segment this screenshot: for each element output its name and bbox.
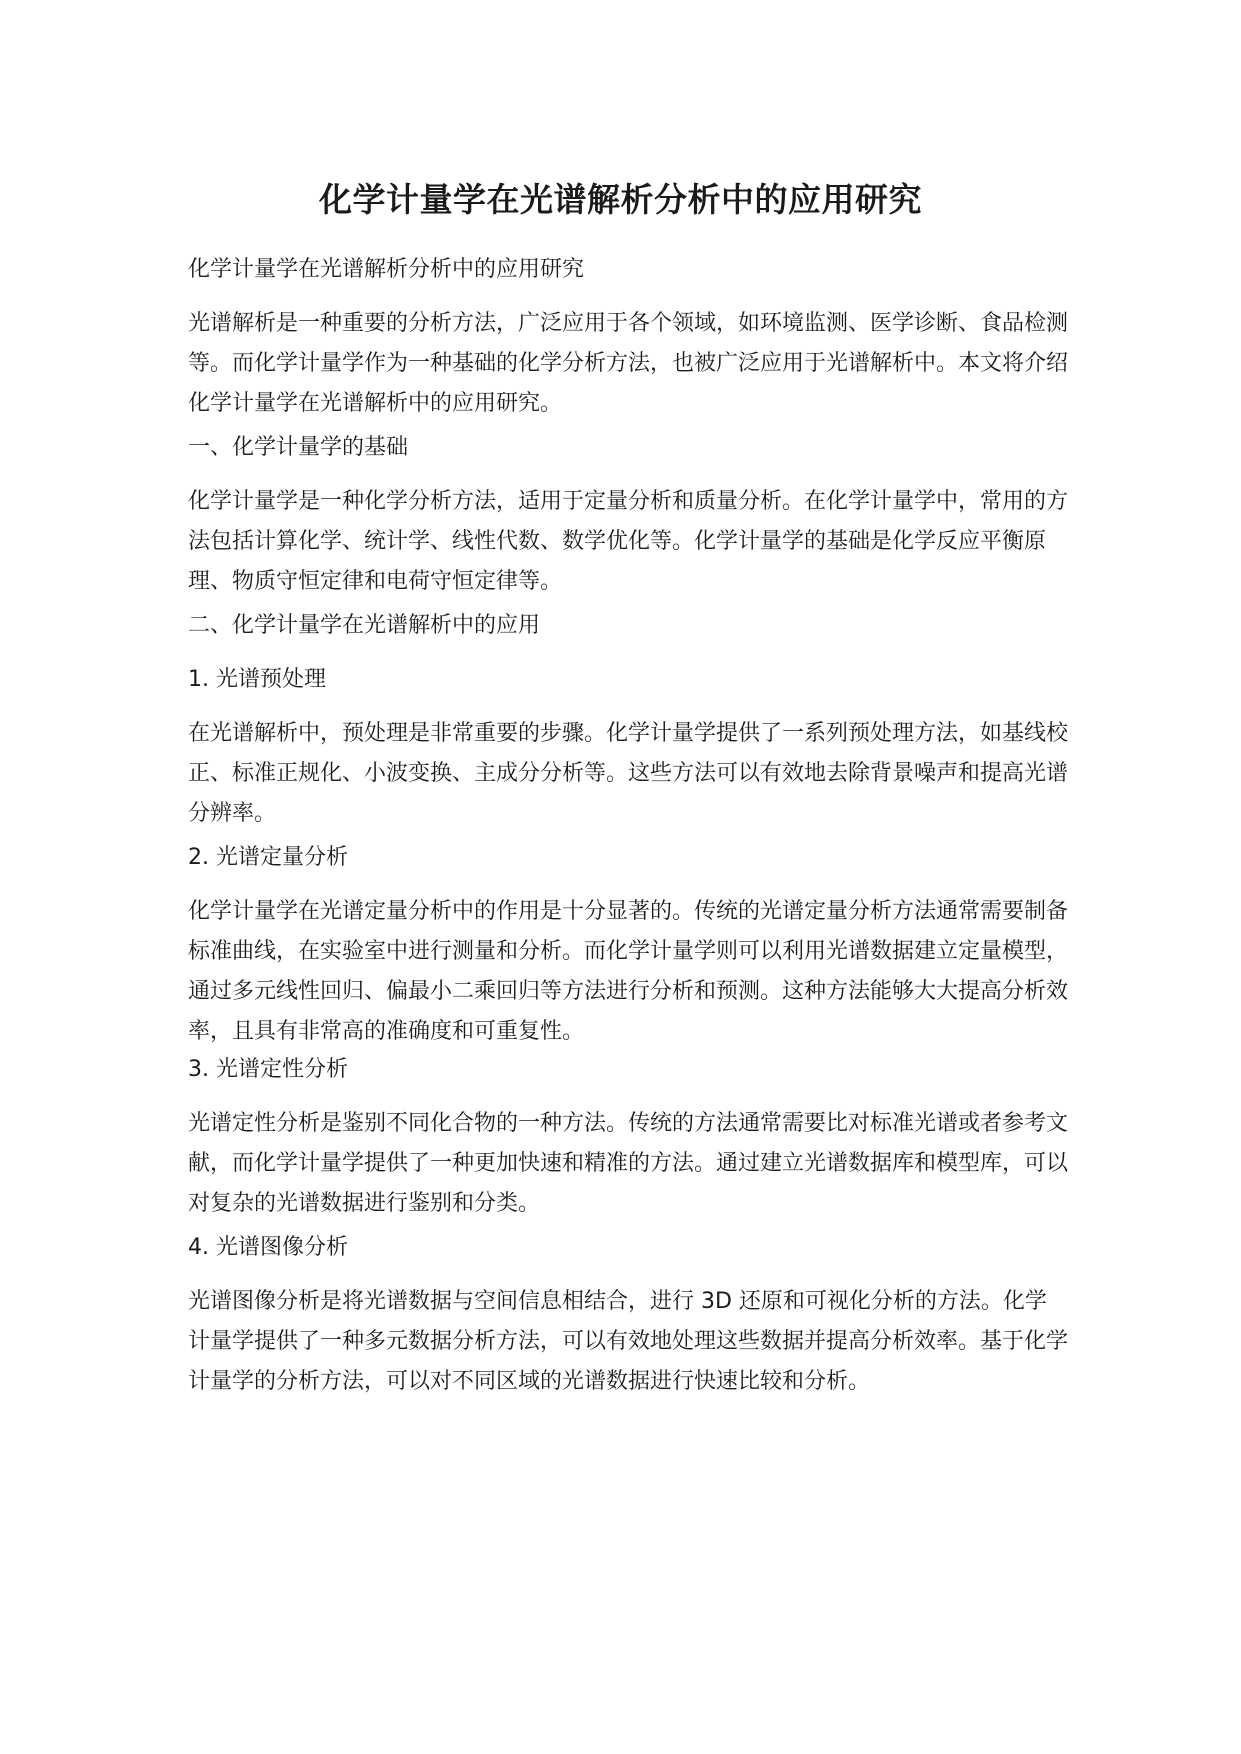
item-3-heading: 3. 光谱定性分析 <box>188 1057 348 1082</box>
item-2-heading: 2. 光谱定量分析 <box>188 845 348 870</box>
item-1-heading: 1. 光谱预处理 <box>188 667 326 692</box>
section-2-heading: 二、化学计量学在光谱解析中的应用 <box>188 613 541 638</box>
intro-paragraph: 光谱解析是一种重要的分析方法，广泛应用于各个领域，如环境监测、医学诊断、食品检测等。而化学计量学作为一种基础的化学分析方法，也被广泛应用于光谱解析中。本文将介绍化学计量学在光谱解析中的应用研究。 <box>188 311 1069 416</box>
item-2-paragraph: 化学计量学在光谱定量分析中的作用是十分显著的。传统的光谱定量分析方法通常需要制备标准曲线，在实验室中进行测量和分析。而化学计量学则可以利用光谱数据建立定量模型，通过多元线性回归、偏最小二乘回归等方法进行分析和预测。这种方法能够大大提高分析效率，且具有非常高的准确度和可重复性。 <box>188 899 1069 1044</box>
item-1-paragraph: 在光谱解析中，预处理是非常重要的步骤。化学计量学提供了一系列预处理方法，如基线校正、标准正规化、小波变换、主成分分析等。这些方法可以有效地去除背景噪声和提高光谱分辨率。 <box>188 721 1069 826</box>
section-1-paragraph: 化学计量学是一种化学分析方法，适用于定量分析和质量分析。在化学计量学中，常用的方法包括计算化学、统计学、线性代数、数学优化等。化学计量学的基础是化学反应平衡原理、物质守恒定律和电荷守恒定律等。 <box>188 489 1069 594</box>
item-4-paragraph: 光谱图像分析是将光谱数据与空间信息相结合，进行 3D 还原和可视化分析的方法。化学计量学提供了一种多元数据分析方法，可以有效地处理这些数据并提高分析效率。基于化学计量学的分析方法，可以对不同区域的光谱数据进行快速比较和分析。 <box>188 1289 1069 1394</box>
item-4-heading: 4. 光谱图像分析 <box>188 1235 348 1260</box>
document-title: 化学计量学在光谱解析分析中的应用研究 <box>319 180 922 219</box>
section-1-heading: 一、化学计量学的基础 <box>188 435 409 460</box>
item-3-paragraph: 光谱定性分析是鉴别不同化合物的一种方法。传统的方法通常需要比对标准光谱或者参考文献，而化学计量学提供了一种更加快速和精准的方法。通过建立光谱数据库和模型库，可以对复杂的光谱数据进行鉴别和分类。 <box>188 1111 1069 1216</box>
document-subtitle: 化学计量学在光谱解析分析中的应用研究 <box>188 257 585 282</box>
